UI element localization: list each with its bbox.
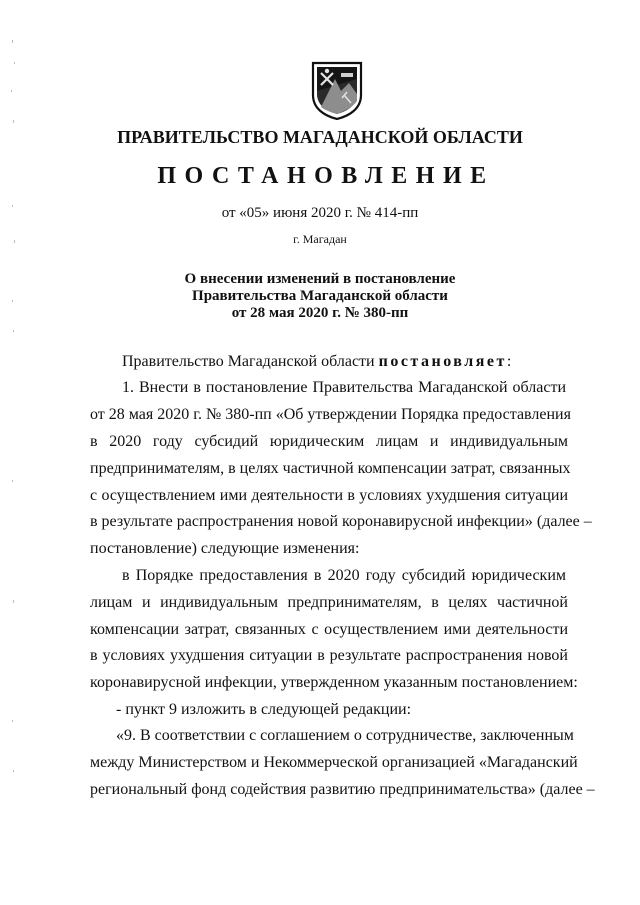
body-line: лицам и индивидуальным предпринимателям, в целях частичной: [90, 594, 568, 611]
body-line: от 28 мая 2020 г. № 380-пп «Об утверждении Порядка предоставления: [90, 406, 571, 423]
document-title: [0, 271, 640, 322]
body-line: коронавирусной инфекции, утвержденном указанным постановлением:: [90, 674, 578, 691]
body-line: компенсации затрат, связанных с осуществлением ими деятельности: [90, 621, 568, 638]
body-line: - пункт 9 изложить в следующей редакции:: [116, 701, 412, 718]
body-line: в 2020 году субсидий юридическим лицам и индивидуальным: [90, 433, 568, 450]
document-date-number: от «05» июня 2020 г. № 414-пп: [221, 205, 419, 221]
document-city: г. Магадан: [293, 232, 347, 246]
intro-emphasis: постановляет: [378, 353, 507, 370]
body-line: «9. В соответствии с соглашением о сотрудничестве, заключенным: [116, 727, 574, 744]
body-line: предпринимателям, в целях частичной компенсации затрат, связанных: [90, 460, 571, 477]
body-line: в условиях ухудшения ситуации в результате распространения новой: [90, 647, 568, 664]
body-line: региональный фонд содействия развитию предпринимательства» (далее –: [90, 781, 595, 798]
body-line: с осуществлением ими деятельности в условиях ухудшения ситуации: [90, 487, 568, 504]
body-line: 1. Внести в постановление Правительства Магаданской области: [122, 379, 566, 396]
intro-paragraph: [122, 352, 572, 372]
body-line: между Министерством и Некоммерческой организацией «Магаданский: [90, 754, 578, 771]
body-line: в результате распространения новой коронавирусной инфекции» (далее –: [90, 513, 592, 530]
body-line: постановление) следующие изменения:: [90, 540, 360, 557]
document-type: ПОСТАНОВЛЕНИЕ: [157, 163, 495, 189]
title-line-2: Правительства Магаданской области: [192, 288, 448, 304]
intro-colon: :: [506, 353, 512, 370]
title-line-1: О внесении изменений в постановление: [184, 271, 456, 287]
body-line: в Порядке предоставления в 2020 году субсидий юридическим: [122, 567, 566, 584]
title-line-3: от 28 мая 2020 г. № 380-пп: [231, 305, 409, 321]
intro-text: Правительство Магаданской области: [122, 353, 379, 370]
organization-title: ПРАВИТЕЛЬСТВО МАГАДАНСКОЙ ОБЛАСТИ: [117, 127, 523, 147]
coat-of-arms-emblem: [311, 61, 363, 120]
